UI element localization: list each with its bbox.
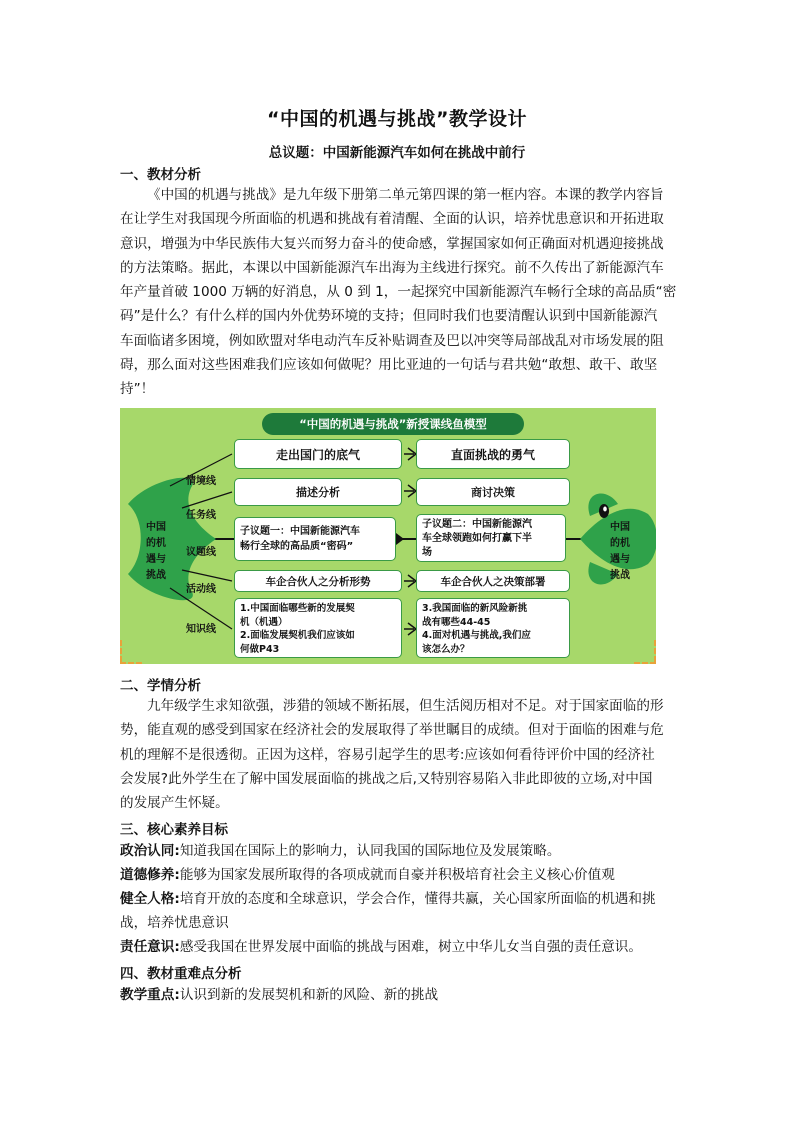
knowledge-box-right-line: 该怎么办？	[422, 643, 470, 655]
line-label-scenario: 情境线	[186, 476, 216, 487]
knowledge-box-left-line: 2.面临发展契机我们应该如	[240, 630, 355, 641]
section2-line: 九年级学生求知欲强，涉猎的领域不断拓展，但生活阅历相对不足。对于国家面临的形	[147, 698, 664, 714]
left-fish-label	[132, 520, 180, 584]
section2-line: 的发展产生怀疑。	[120, 795, 229, 812]
left-fish-label-line: 的机	[146, 538, 166, 549]
section1-heading: 一、教材分析	[120, 167, 201, 183]
line-label-topic: 议题线	[186, 547, 216, 558]
section1-line: 碍，那么面对这些困难我们应该如何做呢？用比亚迪的一句话与君共勉“敢想、敢干、敢坚	[120, 357, 658, 374]
goal-label: 道德修养:	[120, 867, 180, 883]
topic-box-right	[416, 514, 566, 562]
document-title: “中国的机遇与挑战”教学设计	[267, 108, 527, 130]
right-fish-label-line: 挑战	[610, 570, 630, 581]
goal-personality	[120, 887, 680, 935]
knowledge-box-right-line: 战有哪些44-45	[422, 616, 491, 628]
knowledge-box-right	[416, 598, 570, 658]
knowledge-box-right-line: 4.面对机遇与挑战,我们应	[422, 630, 531, 641]
goal-label: 健全人格:	[120, 891, 180, 907]
section1-line: 在让学生对我国现今所面临的机遇和挑战有着清醒、全面的认识，培养忧患意识和开拓进取	[120, 211, 664, 228]
section2-line: 势，能直观的感受到国家在经济社会的发展取得了举世瞩目的成绩。但对于面临的困难与危	[120, 722, 664, 739]
knowledge-box-left-line: 机（机遇）	[240, 616, 288, 628]
left-fish-label-line: 中国	[146, 522, 166, 533]
goal-text: 感受我国在世界发展中面临的挑战与困难，树立中华儿女当自强的责任意识。	[179, 939, 642, 955]
topic-box-right-line: 场	[422, 547, 432, 558]
task-box-right: 商讨决策	[416, 478, 570, 506]
task-box-left: 描述分析	[234, 478, 402, 506]
key-point	[120, 983, 680, 1007]
topic-box-right-line: 子议题二：中国新能源汽	[422, 519, 532, 530]
activity-box-left: 车企合伙人之分析形势	[234, 570, 402, 592]
key-point-label: 教学重点:	[120, 987, 180, 1003]
section2-line: 会发展?此外学生在了解中国发展面临的挑战之后,又特别容易陷入非此即彼的立场,对中国	[120, 770, 653, 787]
topic-box-left-line: 畅行全球的高品质“密码”	[240, 541, 354, 552]
scenario-box-right: 直面挑战的勇气	[416, 439, 570, 469]
section2-line: 机的理解不是很透彻。正因为这样，容易引起学生的思考:应该如何看待评价中国的经济社	[120, 746, 655, 763]
knowledge-box-left-line: 何做P43	[240, 643, 280, 655]
section3-heading: 三、核心素养目标	[120, 822, 228, 838]
section1-line: 《中国的机遇与挑战》是九年级下册第二单元第四课的第一框内容。本课的教学内容旨	[147, 187, 664, 203]
document-subtitle: 总议题：中国新能源汽车如何在挑战中前行	[268, 145, 526, 161]
knowledge-box-left	[234, 598, 402, 658]
goal-political	[120, 839, 680, 863]
right-fish-label	[600, 520, 640, 584]
goal-label: 政治认同:	[120, 843, 180, 859]
left-fish-label-line: 遇与	[146, 554, 166, 565]
key-point-text: 认识到新的发展契机和新的风险、新的挑战	[179, 987, 439, 1003]
topic-box-right-line: 车全球领跑如何打赢下半	[422, 533, 532, 544]
section1-line: 码”是什么？有什么样的国内外优势环境的支持；但同时我们也要清醒认识到中国新能源汽	[120, 308, 658, 325]
section1-line: 的方法策略。据此，本课以中国新能源汽车出海为主线进行探究。前不久传出了新能源汽车	[120, 259, 664, 276]
goal-text: 知道我国在国际上的影响力，认同我国的国际地位及发展策略。	[179, 843, 561, 859]
activity-box-right: 车企合伙人之决策部署	[416, 570, 570, 592]
goal-moral	[120, 863, 680, 887]
section1-line: 年产量首破 1000 万辆的好消息，从 0 到 1，一起探究中国新能源汽车畅行全球的高品质“密	[120, 284, 676, 301]
goal-text: 培育开放的态度和全球意识，学会合作，懂得共赢，关心国家所面临的机遇和挑	[179, 891, 656, 907]
section1-line: 车面临诸多困境，例如欧盟对华电动汽车反补贴调查及巴以冲突等局部战乱对市场发展的阻	[120, 332, 664, 349]
line-label-activity: 活动线	[186, 584, 216, 595]
right-fish-label-line: 遇与	[610, 554, 630, 565]
section4-heading: 四、教材重难点分析	[120, 966, 242, 982]
section1-paragraph	[120, 183, 676, 402]
section1-line: 持”！	[120, 381, 155, 398]
line-label-knowledge: 知识线	[186, 624, 216, 635]
section1-line: 意识，增强为中华民族伟大复兴而努力奋斗的使命感，掌握国家如何正确面对机遇迎接挑战	[120, 235, 664, 252]
fishbone-diagram	[120, 408, 656, 664]
topic-box-left	[234, 517, 396, 561]
topic-box-left-line: 子议题一：中国新能源汽车	[240, 526, 360, 537]
goal-text-continued: 战，培养忧患意识	[120, 915, 229, 931]
scenario-box-left: 走出国门的底气	[234, 439, 402, 469]
goal-label: 责任意识:	[120, 939, 180, 955]
goal-text: 能够为国家发展所取得的各项成就而自豪并积极培育社会主义核心价值观	[179, 867, 615, 883]
right-fish-label-line: 的机	[610, 538, 630, 549]
right-fish-label-line: 中国	[610, 522, 630, 533]
diagram-title: “中国的机遇与挑战”新授课线鱼模型	[262, 413, 524, 435]
section2-heading: 二、学情分析	[120, 678, 201, 694]
goal-responsibility	[120, 935, 680, 959]
knowledge-box-left-line: 1.中国面临哪些新的发展契	[240, 603, 355, 614]
left-fish-label-line: 挑战	[146, 570, 166, 581]
knowledge-box-right-line: 3.我国面临的新风险新挑	[422, 603, 528, 614]
line-label-task: 任务线	[186, 510, 216, 521]
section2-paragraph	[120, 694, 676, 815]
